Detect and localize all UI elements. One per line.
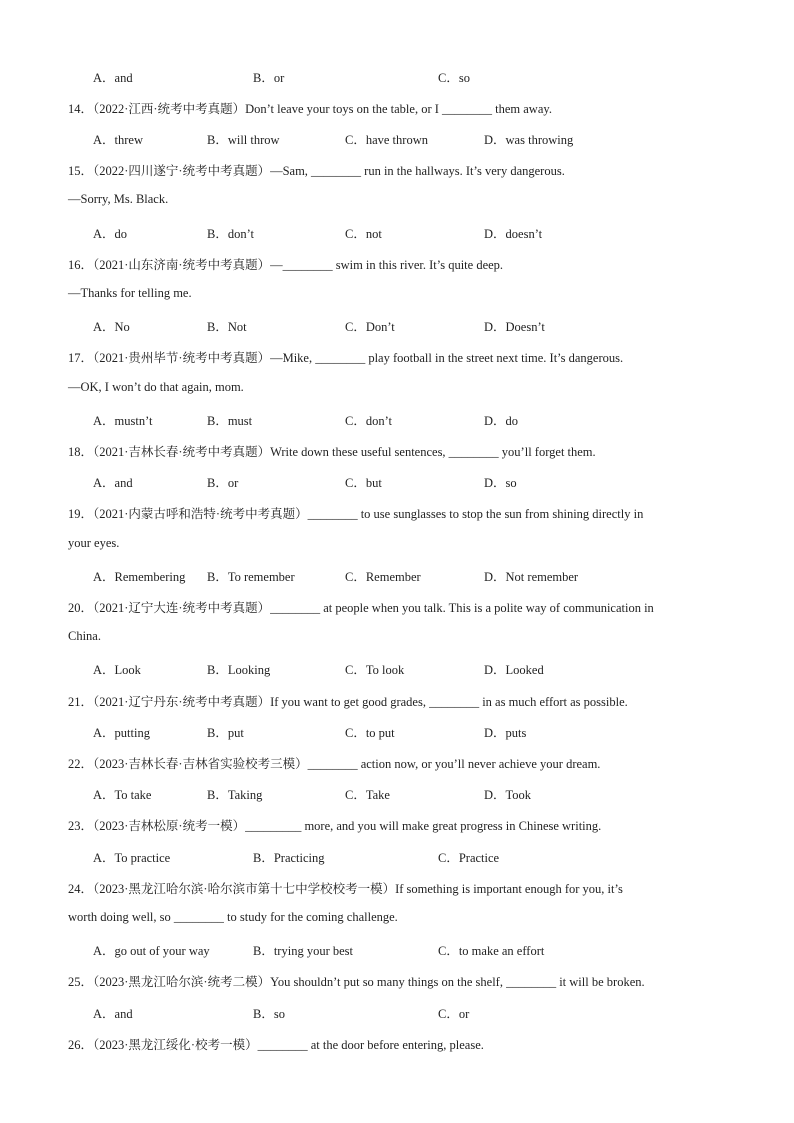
answer-option: B．put [207, 726, 244, 740]
question-text: your eyes. [68, 536, 120, 550]
answer-option: B．or [253, 71, 285, 85]
answer-option: D．Looked [484, 663, 544, 677]
answer-option: D．doesn’t [484, 227, 543, 241]
answer-option: B．will throw [207, 133, 280, 147]
answer-option: D．so [484, 476, 517, 490]
answer-option: D．was throwing [484, 133, 574, 147]
answer-option: D．Not remember [484, 570, 579, 584]
answer-option: C．To look [345, 663, 405, 677]
answer-option: B．Taking [207, 788, 263, 802]
answer-option: B．trying your best [253, 944, 353, 958]
answer-option: C．but [345, 476, 382, 490]
question-text: —Thanks for telling me. [68, 286, 192, 300]
answer-option: C．to make an effort [438, 944, 545, 958]
answer-option: D．do [484, 414, 519, 428]
answer-option: C．or [438, 1007, 470, 1021]
answer-option: A．No [93, 320, 130, 334]
question-text: 17．（2021·贵州毕节·统考中考真题）—Mike, ________ play football in the street next time. It’s dangerous. [68, 351, 624, 365]
question-text: 26．（2023·黑龙江绥化·校考一模）________ at the door before entering, please. [68, 1038, 484, 1052]
question-text: 21．（2021·辽宁丹东·统考中考真题）If you want to get good grades, ________ in as much effort as possible. [68, 695, 628, 709]
answer-option: B．or [207, 476, 239, 490]
answer-option: A．and [93, 1007, 133, 1021]
answer-option: A．go out of your way [93, 944, 210, 958]
question-text: 16．（2021·山东济南·统考中考真题）—________ swim in this river. It’s quite deep. [68, 258, 504, 272]
answer-option: B．don’t [207, 227, 254, 241]
question-text: 23．（2023·吉林松原·统考一模）_________ more, and you will make great progress in Chinese writing. [68, 819, 602, 833]
answer-option: D．Doesn’t [484, 320, 545, 334]
answer-option: C．Take [345, 788, 390, 802]
question-text: 15．（2022·四川遂宁·统考中考真题）—Sam, ________ run in the hallways. It’s very dangerous. [68, 164, 565, 178]
answer-option: C．Remember [345, 570, 421, 584]
answer-option: D．Took [484, 788, 532, 802]
answer-option: A．To take [93, 788, 152, 802]
answer-option: A．and [93, 71, 133, 85]
answer-option: A．putting [93, 726, 150, 740]
answer-option: C．to put [345, 726, 395, 740]
question-text: 20．（2021·辽宁大连·统考中考真题）________ at people when you talk. This is a polite way of communication in [68, 601, 654, 615]
answer-option: C．have thrown [345, 133, 428, 147]
question-text: worth doing well, so ________ to study for the coming challenge. [68, 910, 398, 924]
question-text: —OK, I won’t do that again, mom. [68, 380, 244, 394]
answer-option: A．Remembering [93, 570, 186, 584]
answer-option: A．mustn’t [93, 414, 153, 428]
question-text: 18．（2021·吉林长春·统考中考真题）Write down these useful sentences, ________ you’ll forget them. [68, 445, 596, 459]
question-text: —Sorry, Ms. Black. [68, 192, 169, 206]
answer-option: A．To practice [93, 851, 171, 865]
question-text: 19．（2021·内蒙古呼和浩特·统考中考真题）________ to use sunglasses to stop the sun from shining directly in [68, 507, 644, 521]
answer-option: C．so [438, 71, 470, 85]
answer-option: C．not [345, 227, 382, 241]
answer-option: B．Not [207, 320, 247, 334]
answer-option: D．puts [484, 726, 527, 740]
answer-option: B．must [207, 414, 253, 428]
question-text: 14．（2022·江西·统考中考真题）Don’t leave your toys on the table, or I ________ them away. [68, 102, 552, 116]
answer-option: B．so [253, 1007, 285, 1021]
answer-option: B．Practicing [253, 851, 325, 865]
question-text: 22．（2023·吉林长春·吉林省实验校考三模）________ action now, or you’ll never achieve your dream. [68, 757, 601, 771]
answer-option: B．Looking [207, 663, 271, 677]
answer-option: C．Don’t [345, 320, 395, 334]
answer-option: A．and [93, 476, 133, 490]
question-text: 25．（2023·黑龙江哈尔滨·统考二模）You shouldn’t put so many things on the shelf, ________ it will be broken. [68, 975, 645, 989]
answer-option: C．Practice [438, 851, 500, 865]
question-text: China. [68, 629, 101, 643]
question-text: 24．（2023·黑龙江哈尔滨·哈尔滨市第十七中学校校考一模）If something is important enough for you, it’s [68, 882, 623, 896]
answer-option: B．To remember [207, 570, 295, 584]
answer-option: C．don’t [345, 414, 392, 428]
answer-option: A．threw [93, 133, 143, 147]
answer-option: A．Look [93, 663, 141, 677]
answer-option: A．do [93, 227, 128, 241]
